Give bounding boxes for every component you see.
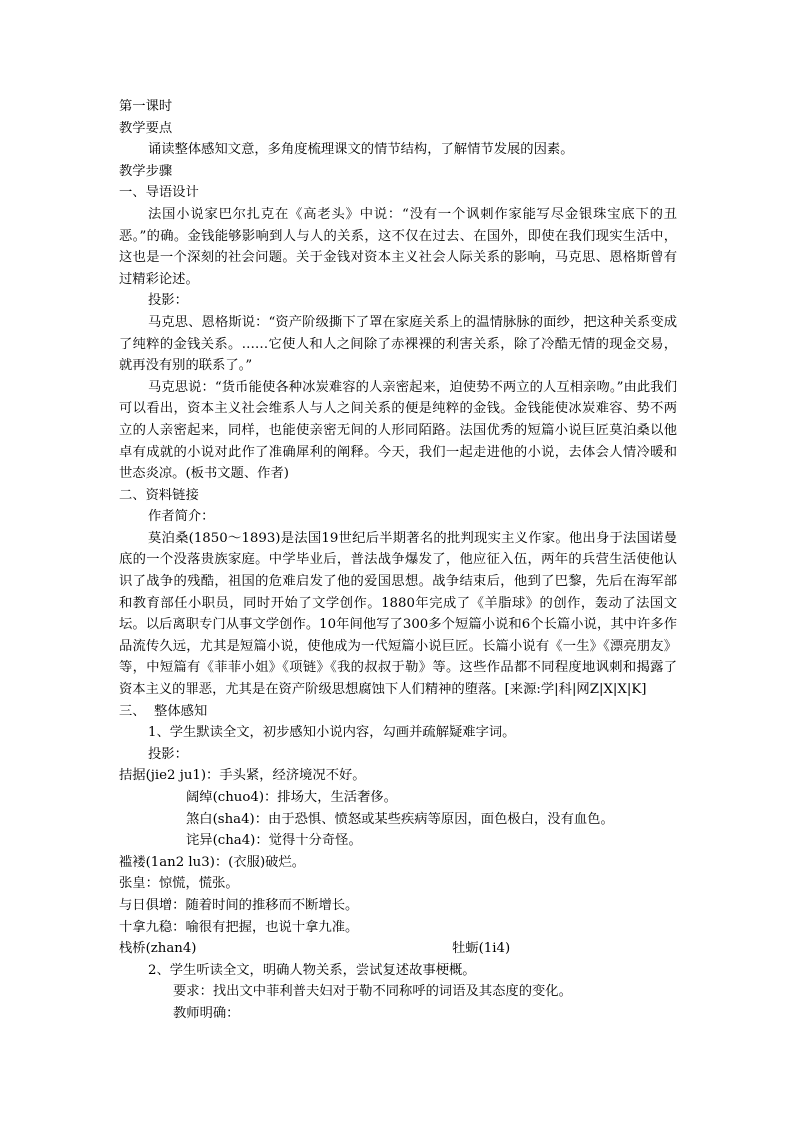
document-body xyxy=(119,96,677,1025)
lesson-title: 第一课时 xyxy=(119,99,173,114)
vocab-item: 诧异(cha4)：觉得十分奇怪。 xyxy=(186,833,362,849)
section-1-paragraph-3: 马克思说：“货币能使各种冰炭难容的人亲密起来，迫使势不两立的人互相亲吻。”由此我们可以看出，资本主义社会维系人与人之间关系的便是纯粹的金钱。金钱能使冰炭难容、势不两立的人亲密起来，同样，也能使亲密无间的人形同陌路。法国优秀的短篇小说巨匠莫泊桑以他卓有成就的小说对此作了准确犀利的阐释。今天，我们一起走进他的小说，去体会人情冷暖和世态炎凉。(板书文题、作者) xyxy=(119,379,677,482)
vocab-row xyxy=(119,938,677,960)
section-3-item-1: 1、学生默读全文，初步感知小说内容，勾画并疏解疑难字词。 xyxy=(148,725,516,741)
vocab-item: 与日俱增：随着时间的推移而不断增长。 xyxy=(119,897,359,913)
section-1-paragraph-1: 法国小说家巴尔扎克在《高老头》中说：“没有一个讽刺作家能写尽金银珠宝底下的丑恶。”的确。金钱能够影响到人与人的关系，这不仅在过去、在国外，即使在我们现实生活中，这也是一个深刻的社会问题。关于金钱对资本主义社会人际关系的影响，马克思、恩格斯曾有过精彩论述。 xyxy=(119,206,677,287)
vocab-item: 煞白(sha4)：由于恐惧、愤怒或某些疾病等原因，面色极白，没有血色。 xyxy=(186,811,614,827)
section-3-item-2: 2、学生听读全文，明确人物关系，尝试复述故事梗概。 xyxy=(148,962,476,978)
section-1-paragraph-2: 马克思、恩格斯说：“资产阶级撕下了罩在家庭关系上的温情脉脉的面纱，把这种关系变成了纯粹的金钱关系。……它使人和人之间除了赤裸裸的利害关系，除了冷酷无情的现金交易，就再没有别的联系了。” xyxy=(119,314,677,374)
requirement-text: 要求：找出文中菲利普夫妇对于勒不同称呼的词语及其态度的变化。 xyxy=(173,984,572,1000)
teacher-clarification-label: 教师明确： xyxy=(173,1005,240,1021)
key-points-text: 诵读整体感知文意，多角度梳理课文的情节结构，了解情节发展的因素。 xyxy=(148,142,574,158)
section-3-heading: 三、 整体感知 xyxy=(119,703,208,719)
vocab-item: 十拿九稳：喻很有把握，也说十拿九准。 xyxy=(119,919,359,935)
vocab-item: 牡蛎(1i4) xyxy=(452,941,511,957)
vocab-item: 拮据(jie2 ju1)：手头紧，经济境况不好。 xyxy=(119,768,366,784)
section-1-heading: 一、导语设计 xyxy=(119,185,199,201)
section-2-heading: 二、资料链接 xyxy=(119,487,199,503)
projection-label: 投影： xyxy=(148,293,188,309)
section-2-paragraph-1: 莫泊桑(1850～1893)是法国19世纪后半期著名的批判现实主义作家。他出身于法国诺曼底的一个没落贵族家庭。中学毕业后，普法战争爆发了，他应征入伍，两年的兵营生活使他认识了战争的残酷，祖国的危难启发了他的爱国思想。战争结束后，他到了巴黎，先后在海军部和教育部任小职员，同时开始了文学创作。1880年完成了《羊脂球》的创作，轰动了法国文坛。以后离职专门从事文学创作。10年间他写了300多个短篇小说和6个长篇小说，其中许多作品流传久远，尤其是短篇小说，使他成为一代短篇小说巨匠。长篇小说有《一生》《漂亮朋友》等，中短篇有《菲菲小姐》《项链》《我的叔叔于勒》等。这些作品都不同程度地讽刺和揭露了资本主义的罪恶，尤其是在资产阶级思想腐蚀下人们精神的堕落。[来源:学|科|网Z|X|X|K] xyxy=(119,530,677,698)
author-label: 作者简介： xyxy=(148,509,215,525)
key-points-heading: 教学要点 xyxy=(119,120,173,136)
section-3-projection-label: 投影： xyxy=(148,746,188,762)
steps-heading: 教学步骤 xyxy=(119,163,173,179)
vocab-item: 栈桥(zhan4) xyxy=(119,941,197,957)
vocab-item: 张皇：惊慌，慌张。 xyxy=(119,876,239,892)
vocab-item: 褴褛(1an2 lu3)：(衣服)破烂。 xyxy=(119,854,306,870)
vocab-item: 阔绰(chuo4)：排场大，生活奢侈。 xyxy=(186,790,397,805)
